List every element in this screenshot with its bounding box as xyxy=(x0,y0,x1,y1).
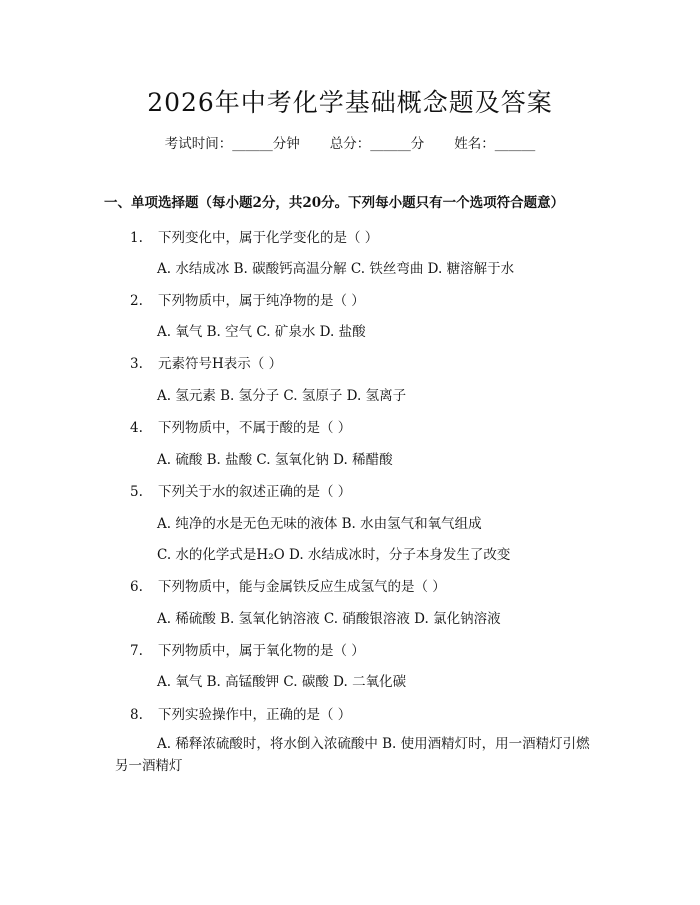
question-stem: 下列物质中，不属于酸的是（ ） xyxy=(158,420,352,436)
question-number: 3. xyxy=(130,356,143,372)
question-5-options-line-1: A. 纯净的水是无色无味的液体 B. 水由氢气和氧气组成 xyxy=(157,516,482,532)
question-2-options: A. 氧气 B. 空气 C. 矿泉水 D. 盐酸 xyxy=(157,324,366,340)
question-3 xyxy=(130,352,282,372)
question-2 xyxy=(130,289,365,309)
question-number: 7. xyxy=(130,643,143,659)
question-6 xyxy=(130,575,446,595)
question-5-options-line-2: C. 水的化学式是H₂O D. 水结成冰时，分子本身发生了改变 xyxy=(157,547,511,563)
question-1 xyxy=(130,226,378,246)
question-stem: 下列变化中，属于化学变化的是（ ） xyxy=(158,230,379,246)
question-1-options: A. 水结成冰 B. 碳酸钙高温分解 C. 铁丝弯曲 D. 糖溶解于水 xyxy=(157,261,515,277)
question-8 xyxy=(130,703,351,723)
total-score: 总分：______分 xyxy=(329,136,425,152)
question-number: 6. xyxy=(130,579,143,595)
question-number: 8. xyxy=(130,707,143,723)
question-number: 5. xyxy=(130,484,143,500)
section-heading: 一、单项选择题（每小题2分，共20分。下列每小题只有一个选项符合题意） xyxy=(104,195,565,211)
question-number: 4. xyxy=(130,420,143,436)
question-stem: 下列物质中，能与金属铁反应生成氢气的是（ ） xyxy=(158,579,446,595)
question-4 xyxy=(130,416,351,436)
question-stem: 下列物质中，属于纯净物的是（ ） xyxy=(158,293,365,309)
question-5 xyxy=(130,480,351,500)
exam-meta xyxy=(0,132,700,152)
question-7 xyxy=(130,639,365,659)
exam-time: 考试时间：______分钟 xyxy=(164,136,300,152)
question-3-options: A. 氢元素 B. 氢分子 C. 氢原子 D. 氢离子 xyxy=(157,388,407,404)
question-8-options: A. 稀释浓硫酸时，将水倒入浓硫酸中 B. 使用酒精灯时，用一酒精灯引燃另一酒精灯 xyxy=(115,736,590,774)
question-number: 2. xyxy=(130,293,143,309)
question-4-options: A. 硫酸 B. 盐酸 C. 氢氧化钠 D. 稀醋酸 xyxy=(157,452,393,468)
question-6-options: A. 稀硫酸 B. 氢氧化钠溶液 C. 硝酸银溶液 D. 氯化钠溶液 xyxy=(157,611,501,627)
question-stem: 下列物质中，属于氧化物的是（ ） xyxy=(158,643,365,659)
question-7-options: A. 氧气 B. 高锰酸钾 C. 碳酸 D. 二氧化碳 xyxy=(157,674,407,690)
student-name: 姓名：______ xyxy=(454,136,536,152)
page-title: 2026年中考化学基础概念题及答案 xyxy=(147,88,553,117)
question-stem: 元素符号H表示（ ） xyxy=(158,356,283,372)
question-stem: 下列实验操作中，正确的是（ ） xyxy=(158,707,352,723)
question-stem: 下列关于水的叙述正确的是（ ） xyxy=(158,484,352,500)
question-number: 1. xyxy=(130,230,143,246)
